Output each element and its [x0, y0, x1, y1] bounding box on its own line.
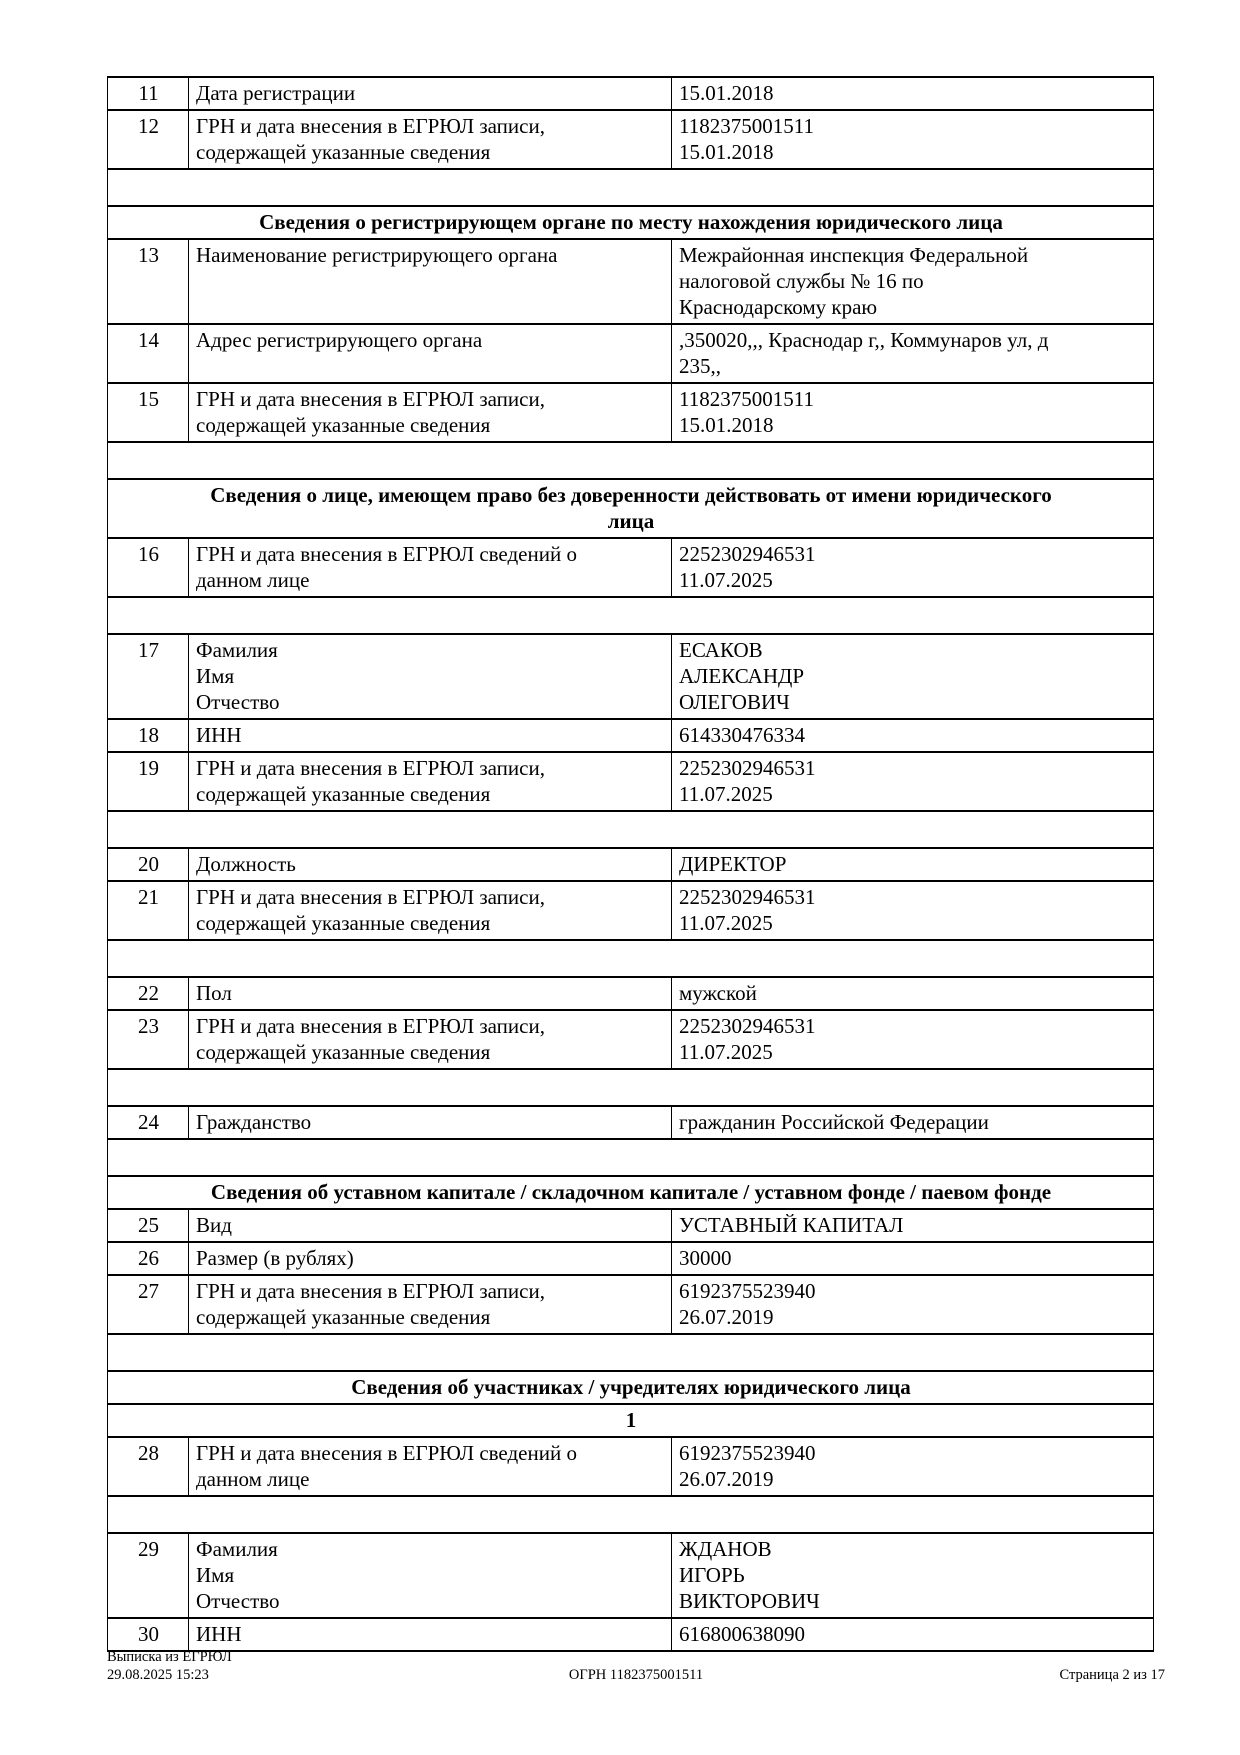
cell-line: Должность: [196, 852, 296, 876]
cell-line: Сведения об уставном капитале / складочном капитале / уставном фонде / паевом фонде: [210, 1180, 1052, 1204]
cell-line: содержащей указанные сведения: [196, 140, 491, 164]
section-header-row: [108, 206, 1154, 239]
row-number-cell: 24: [108, 1106, 189, 1139]
cell-line: Отчество: [196, 1589, 280, 1613]
cell-line: 1182375001511: [679, 387, 814, 411]
cell-line: ГРН и дата внесения в ЕГРЮЛ сведений о: [196, 1441, 577, 1465]
cell-line: содержащей указанные сведения: [196, 911, 491, 935]
cell-line: ИНН: [196, 723, 242, 747]
cell-line: ГРН и дата внесения в ЕГРЮЛ записи,: [196, 1014, 545, 1038]
row-label-cell: [189, 719, 672, 752]
cell-line: 11.07.2025: [679, 1040, 773, 1064]
cell-line: Наименование регистрирующего органа: [196, 243, 558, 267]
cell-line: данном лице: [196, 568, 310, 592]
row-value-cell: [672, 977, 1154, 1010]
table-row-22: [108, 977, 1154, 1010]
row-label-cell: [189, 1533, 672, 1618]
cell-line: ГРН и дата внесения в ЕГРЮЛ записи,: [196, 1279, 545, 1303]
table-row-17: [108, 634, 1154, 719]
row-number-cell: 20: [108, 848, 189, 881]
cell-line: 11.07.2025: [679, 911, 773, 935]
cell-line: УСТАВНЫЙ КАПИТАЛ: [679, 1213, 904, 1237]
table-row-11: [108, 77, 1154, 110]
row-label-cell: [189, 1437, 672, 1496]
cell-line: 1182375001511: [679, 114, 814, 138]
cell-line: 2252302946531: [679, 1014, 816, 1038]
cell-line: мужской: [679, 981, 757, 1005]
row-label-cell: [189, 77, 672, 110]
cell-line: Отчество: [196, 690, 280, 714]
cell-line: гражданин Российской Федерации: [679, 1110, 989, 1134]
cell-line: ИГОРЬ: [679, 1563, 745, 1587]
spacer-row: [108, 1069, 1154, 1106]
cell-line: Гражданство: [196, 1110, 312, 1134]
section-header-cell: [108, 1371, 1154, 1404]
cell-line: ИНН: [196, 1622, 242, 1646]
cell-line: 6192375523940: [679, 1441, 816, 1465]
table-row-26: [108, 1242, 1154, 1275]
row-number-cell: 29: [108, 1533, 189, 1618]
section-header-cell: [108, 479, 1154, 538]
row-number-cell: 13: [108, 239, 189, 324]
row-label-cell: [189, 324, 672, 383]
table-row-14: [108, 324, 1154, 383]
cell-line: 614330476334: [679, 723, 805, 747]
table-row-16: [108, 538, 1154, 597]
cell-line: Сведения об участниках / учредителях юридического лица: [351, 1375, 911, 1399]
row-number-cell: 27: [108, 1275, 189, 1334]
cell-line: 30000: [679, 1246, 732, 1270]
row-number-cell: 23: [108, 1010, 189, 1069]
table-row-12: [108, 110, 1154, 169]
row-value-cell: [672, 1242, 1154, 1275]
row-label-cell: [189, 538, 672, 597]
spacer-cell: [108, 1496, 1154, 1533]
row-label-cell: [189, 1242, 672, 1275]
cell-line: Сведения о регистрирующем органе по месту нахождения юридического лица: [259, 210, 1003, 234]
table-row-24: [108, 1106, 1154, 1139]
cell-line: 26.07.2019: [679, 1305, 774, 1329]
cell-line: 616800638090: [679, 1622, 805, 1646]
cell-line: лица: [607, 509, 655, 533]
spacer-row: [108, 1496, 1154, 1533]
row-number-cell: 11: [108, 77, 189, 110]
cell-line: Дата регистрации: [196, 81, 356, 105]
cell-line: содержащей указанные сведения: [196, 782, 491, 806]
row-label-cell: [189, 239, 672, 324]
row-value-cell: [672, 1010, 1154, 1069]
row-value-cell: [672, 752, 1154, 811]
cell-line: Имя: [196, 1563, 235, 1587]
section-header-row: [108, 1176, 1154, 1209]
spacer-row: [108, 811, 1154, 848]
row-number-cell: 28: [108, 1437, 189, 1496]
row-label-cell: [189, 1275, 672, 1334]
footer-extract-datetime: 29.08.2025 15:23: [107, 1666, 209, 1683]
row-label-cell: [189, 752, 672, 811]
cell-line: Краснодарскому краю: [679, 295, 878, 319]
row-label-cell: [189, 881, 672, 940]
spacer-cell: [108, 1139, 1154, 1176]
spacer-row: [108, 442, 1154, 479]
table-row-29: [108, 1533, 1154, 1618]
cell-line: ОЛЕГОВИЧ: [679, 690, 790, 714]
spacer-row: [108, 1139, 1154, 1176]
table-row-21: [108, 881, 1154, 940]
row-value-cell: [672, 538, 1154, 597]
row-value-cell: [672, 881, 1154, 940]
participant-number-row: [108, 1404, 1154, 1437]
table-row-28: [108, 1437, 1154, 1496]
row-number-cell: 19: [108, 752, 189, 811]
spacer-cell: [108, 1334, 1154, 1371]
row-value-cell: [672, 719, 1154, 752]
footer-document-title: Выписка из ЕГРЮЛ: [107, 1649, 232, 1665]
cell-line: Адрес регистрирующего органа: [196, 328, 483, 352]
cell-line: Фамилия: [196, 1537, 278, 1561]
cell-line: 15.01.2018: [679, 81, 774, 105]
page-footer: [107, 1647, 1165, 1684]
cell-line: ДИРЕКТОР: [679, 852, 787, 876]
cell-line: Пол: [196, 981, 232, 1005]
cell-line: 6192375523940: [679, 1279, 816, 1303]
cell-line: 2252302946531: [679, 542, 816, 566]
table-row-15: [108, 383, 1154, 442]
cell-line: Сведения о лице, имеющем право без доверенности действовать от имени юридического: [210, 483, 1052, 507]
section-header-cell: [108, 206, 1154, 239]
row-label-cell: [189, 634, 672, 719]
cell-line: данном лице: [196, 1467, 310, 1491]
cell-line: 2252302946531: [679, 756, 816, 780]
row-number-cell: 15: [108, 383, 189, 442]
cell-line: 2252302946531: [679, 885, 816, 909]
spacer-cell: [108, 940, 1154, 977]
section-header-cell: [108, 1176, 1154, 1209]
row-number-cell: 21: [108, 881, 189, 940]
cell-line: ЖДАНОВ: [679, 1537, 772, 1561]
footer-page-number: Страница 2 из 17: [1059, 1666, 1165, 1683]
row-number-cell: 18: [108, 719, 189, 752]
cell-line: ЕСАКОВ: [679, 638, 763, 662]
spacer-cell: [108, 597, 1154, 634]
row-value-cell: [672, 1106, 1154, 1139]
cell-line: содержащей указанные сведения: [196, 413, 491, 437]
row-value-cell: [672, 239, 1154, 324]
egrul-extract-table: [107, 76, 1154, 1652]
row-value-cell: [672, 110, 1154, 169]
row-label-cell: [189, 110, 672, 169]
cell-line: 235,,: [679, 354, 721, 378]
cell-line: 26.07.2019: [679, 1467, 774, 1491]
spacer-cell: [108, 169, 1154, 206]
section-header-row: [108, 479, 1154, 538]
table-row-19: [108, 752, 1154, 811]
section-header-row: [108, 1371, 1154, 1404]
table-row-18: [108, 719, 1154, 752]
cell-line: ГРН и дата внесения в ЕГРЮЛ сведений о: [196, 542, 577, 566]
row-number-cell: 26: [108, 1242, 189, 1275]
spacer-row: [108, 597, 1154, 634]
row-value-cell: [672, 848, 1154, 881]
spacer-row: [108, 1334, 1154, 1371]
cell-line: ,350020,,, Краснодар г,, Коммунаров ул, д: [679, 328, 1049, 352]
cell-line: ВИКТОРОВИЧ: [679, 1589, 820, 1613]
cell-line: ГРН и дата внесения в ЕГРЮЛ записи,: [196, 387, 545, 411]
row-value-cell: [672, 1209, 1154, 1242]
table-row-13: [108, 239, 1154, 324]
cell-line: АЛЕКСАНДР: [679, 664, 805, 688]
row-value-cell: [672, 1533, 1154, 1618]
row-label-cell: [189, 1209, 672, 1242]
row-number-cell: 14: [108, 324, 189, 383]
row-number-cell: 22: [108, 977, 189, 1010]
row-label-cell: [189, 383, 672, 442]
cell-line: содержащей указанные сведения: [196, 1040, 491, 1064]
row-label-cell: [189, 977, 672, 1010]
footer-ogrn: ОГРН 1182375001511: [568, 1666, 704, 1683]
spacer-cell: [108, 1069, 1154, 1106]
row-number-cell: 16: [108, 538, 189, 597]
spacer-cell: [108, 811, 1154, 848]
cell-line: Имя: [196, 664, 235, 688]
table-row-23: [108, 1010, 1154, 1069]
row-value-cell: [672, 1437, 1154, 1496]
row-number-cell: 30: [108, 1618, 189, 1651]
cell-line: ГРН и дата внесения в ЕГРЮЛ записи,: [196, 114, 545, 138]
cell-line: содержащей указанные сведения: [196, 1305, 491, 1329]
cell-line: ГРН и дата внесения в ЕГРЮЛ записи,: [196, 885, 545, 909]
cell-line: Межрайонная инспекция Федеральной: [679, 243, 1029, 267]
row-value-cell: [672, 77, 1154, 110]
table-row-20: [108, 848, 1154, 881]
cell-line: 11.07.2025: [679, 782, 773, 806]
egrul-table-body: [108, 77, 1154, 1651]
row-label-cell: [189, 848, 672, 881]
cell-line: 15.01.2018: [679, 140, 774, 164]
cell-line: ГРН и дата внесения в ЕГРЮЛ записи,: [196, 756, 545, 780]
spacer-row: [108, 940, 1154, 977]
row-number-cell: 12: [108, 110, 189, 169]
cell-line: 11.07.2025: [679, 568, 773, 592]
cell-line: Размер (в рублях): [196, 1246, 354, 1270]
row-value-cell: [672, 634, 1154, 719]
row-number-cell: 17: [108, 634, 189, 719]
row-label-cell: [189, 1106, 672, 1139]
cell-line: налоговой службы № 16 по: [679, 269, 924, 293]
row-label-cell: [189, 1010, 672, 1069]
table-row-27: [108, 1275, 1154, 1334]
table-row-25: [108, 1209, 1154, 1242]
row-value-cell: [672, 1275, 1154, 1334]
cell-line: Вид: [196, 1213, 232, 1237]
row-value-cell: [672, 383, 1154, 442]
spacer-row: [108, 169, 1154, 206]
participant-number-cell: 1: [108, 1404, 1154, 1437]
cell-line: Фамилия: [196, 638, 278, 662]
row-value-cell: [672, 324, 1154, 383]
cell-line: 15.01.2018: [679, 413, 774, 437]
document-page: [107, 76, 1153, 1652]
row-number-cell: 25: [108, 1209, 189, 1242]
spacer-cell: [108, 442, 1154, 479]
